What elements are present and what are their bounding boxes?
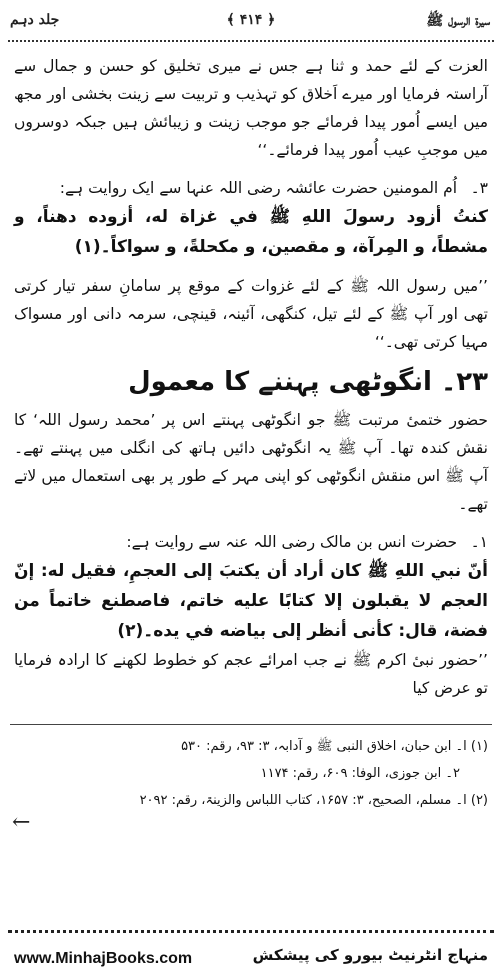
arabic-hadith-1: كنتُ أزود رسولَ اللهِ ﷺ في غزاة له، أزوده دهناً، و مشطاً، و المِرآة، و مقصين، و مكحلةً، و سواكاً۔(۱): [14, 207, 488, 257]
header-divider: [8, 40, 494, 42]
list-item-text: اُم المومنین حضرت عائشہ رضی اللہ عنہا سے ایک روایت ہے:: [59, 179, 458, 197]
list-item-3: [14, 174, 488, 202]
page-header: [0, 0, 502, 46]
list-item-number: ۱۔: [470, 533, 488, 551]
footnotes: [14, 733, 488, 814]
paragraph-1: العزت کے لئے حمد و ثنا ہے جس نے میری تخلیق کو حسن و جمال سے آراستہ فرمایا اور میرے اَخلاق کو تہذیب و تربیت سے زینت بخشی اور مجھ میں ایسے اُمور پیدا فرمائے جو موجب زینت و زیبائش ہیں جبکہ دوسروں میں موجبِ عیب اُمور پیدا فرمائے۔‘‘: [14, 57, 488, 159]
book-title: سیرۃ الرسول ﷺ: [426, 13, 490, 29]
translation-2: ’’حضور نبیٔ اکرم ﷺ نے جب امرائے عجم کو خطوط لکھنے کا ارادہ فرمایا تو عرض کیا: [14, 651, 488, 697]
website-link[interactable]: www.MinhajBooks.com: [14, 950, 193, 967]
page-number: ﴿ ۴۱۴ ﴾: [226, 12, 276, 28]
translation-1: ’’میں رسول اللہ ﷺ کے لئے غزوات کے موقع پر سامانِ سفر تیار کرتی تھی اور آپ ﷺ کے لئے تیل، کنگھی، آئینہ، قینچی، سرمہ دانی اور مسواک مہیا کرتی تھی۔‘‘: [14, 277, 488, 351]
footer-divider: [8, 930, 494, 933]
footnote-2: (۲) ا۔ مسلم، الصحیح، ۳: ۱۶۵۷، کتاب اللباس والزینۃ، رقم: ۲۰۹۲: [139, 793, 488, 808]
footnote-1: (۱) ا۔ ابن حبان، اخلاق النبی ﷺ و آدابہ، ۳: ۹۳، رقم: ۵۳۰: [181, 739, 488, 754]
list-item-text: حضرت انس بن مالک رضی اللہ عنہ سے روایت ہے:: [126, 533, 458, 551]
volume-label: جلد دہم: [10, 12, 60, 28]
page-body: [14, 52, 488, 702]
list-item-number: ۳۔: [470, 179, 488, 197]
publisher-note: منہاج انٹرنیٹ بیورو کی پیشکش: [252, 946, 488, 964]
section-heading: ۲۳۔ انگوٹھی پہننے کا معمول: [128, 367, 488, 397]
footnote-1b: ۲۔ ابن جوزی، الوفا: ۶۰۹، رقم: ۱۱۷۴: [260, 766, 460, 781]
list-item-1: [14, 528, 488, 556]
arabic-hadith-2: أنّ نبي اللهِ ﷺ كان أراد أن يكتبَ إلى العجمِ، فقيل له: إنّ العجم لا يقبلون إلا كتابًا عليه خاتم، فاصطنع خاتماً من فضة، قال: كأنى أنظر إلى بياضه في يده۔(۲): [14, 561, 488, 641]
next-page-arrow-icon[interactable]: ←: [12, 810, 31, 835]
paragraph-2: حضور ختمیٔ مرتبت ﷺ جو انگوٹھی پہنتے اس پر ’محمد رسول اللہ‘ کا نقش کندہ تھا۔ آپ ﷺ یہ انگوٹھی دائیں ہاتھ کی انگلی میں پہنتے تھے۔ آپ ﷺ اس منقش انگوٹھی کو اپنی مہر کے طور پر بھی استعمال میں لاتے تھے۔: [14, 411, 488, 513]
footnote-divider: [10, 724, 492, 725]
